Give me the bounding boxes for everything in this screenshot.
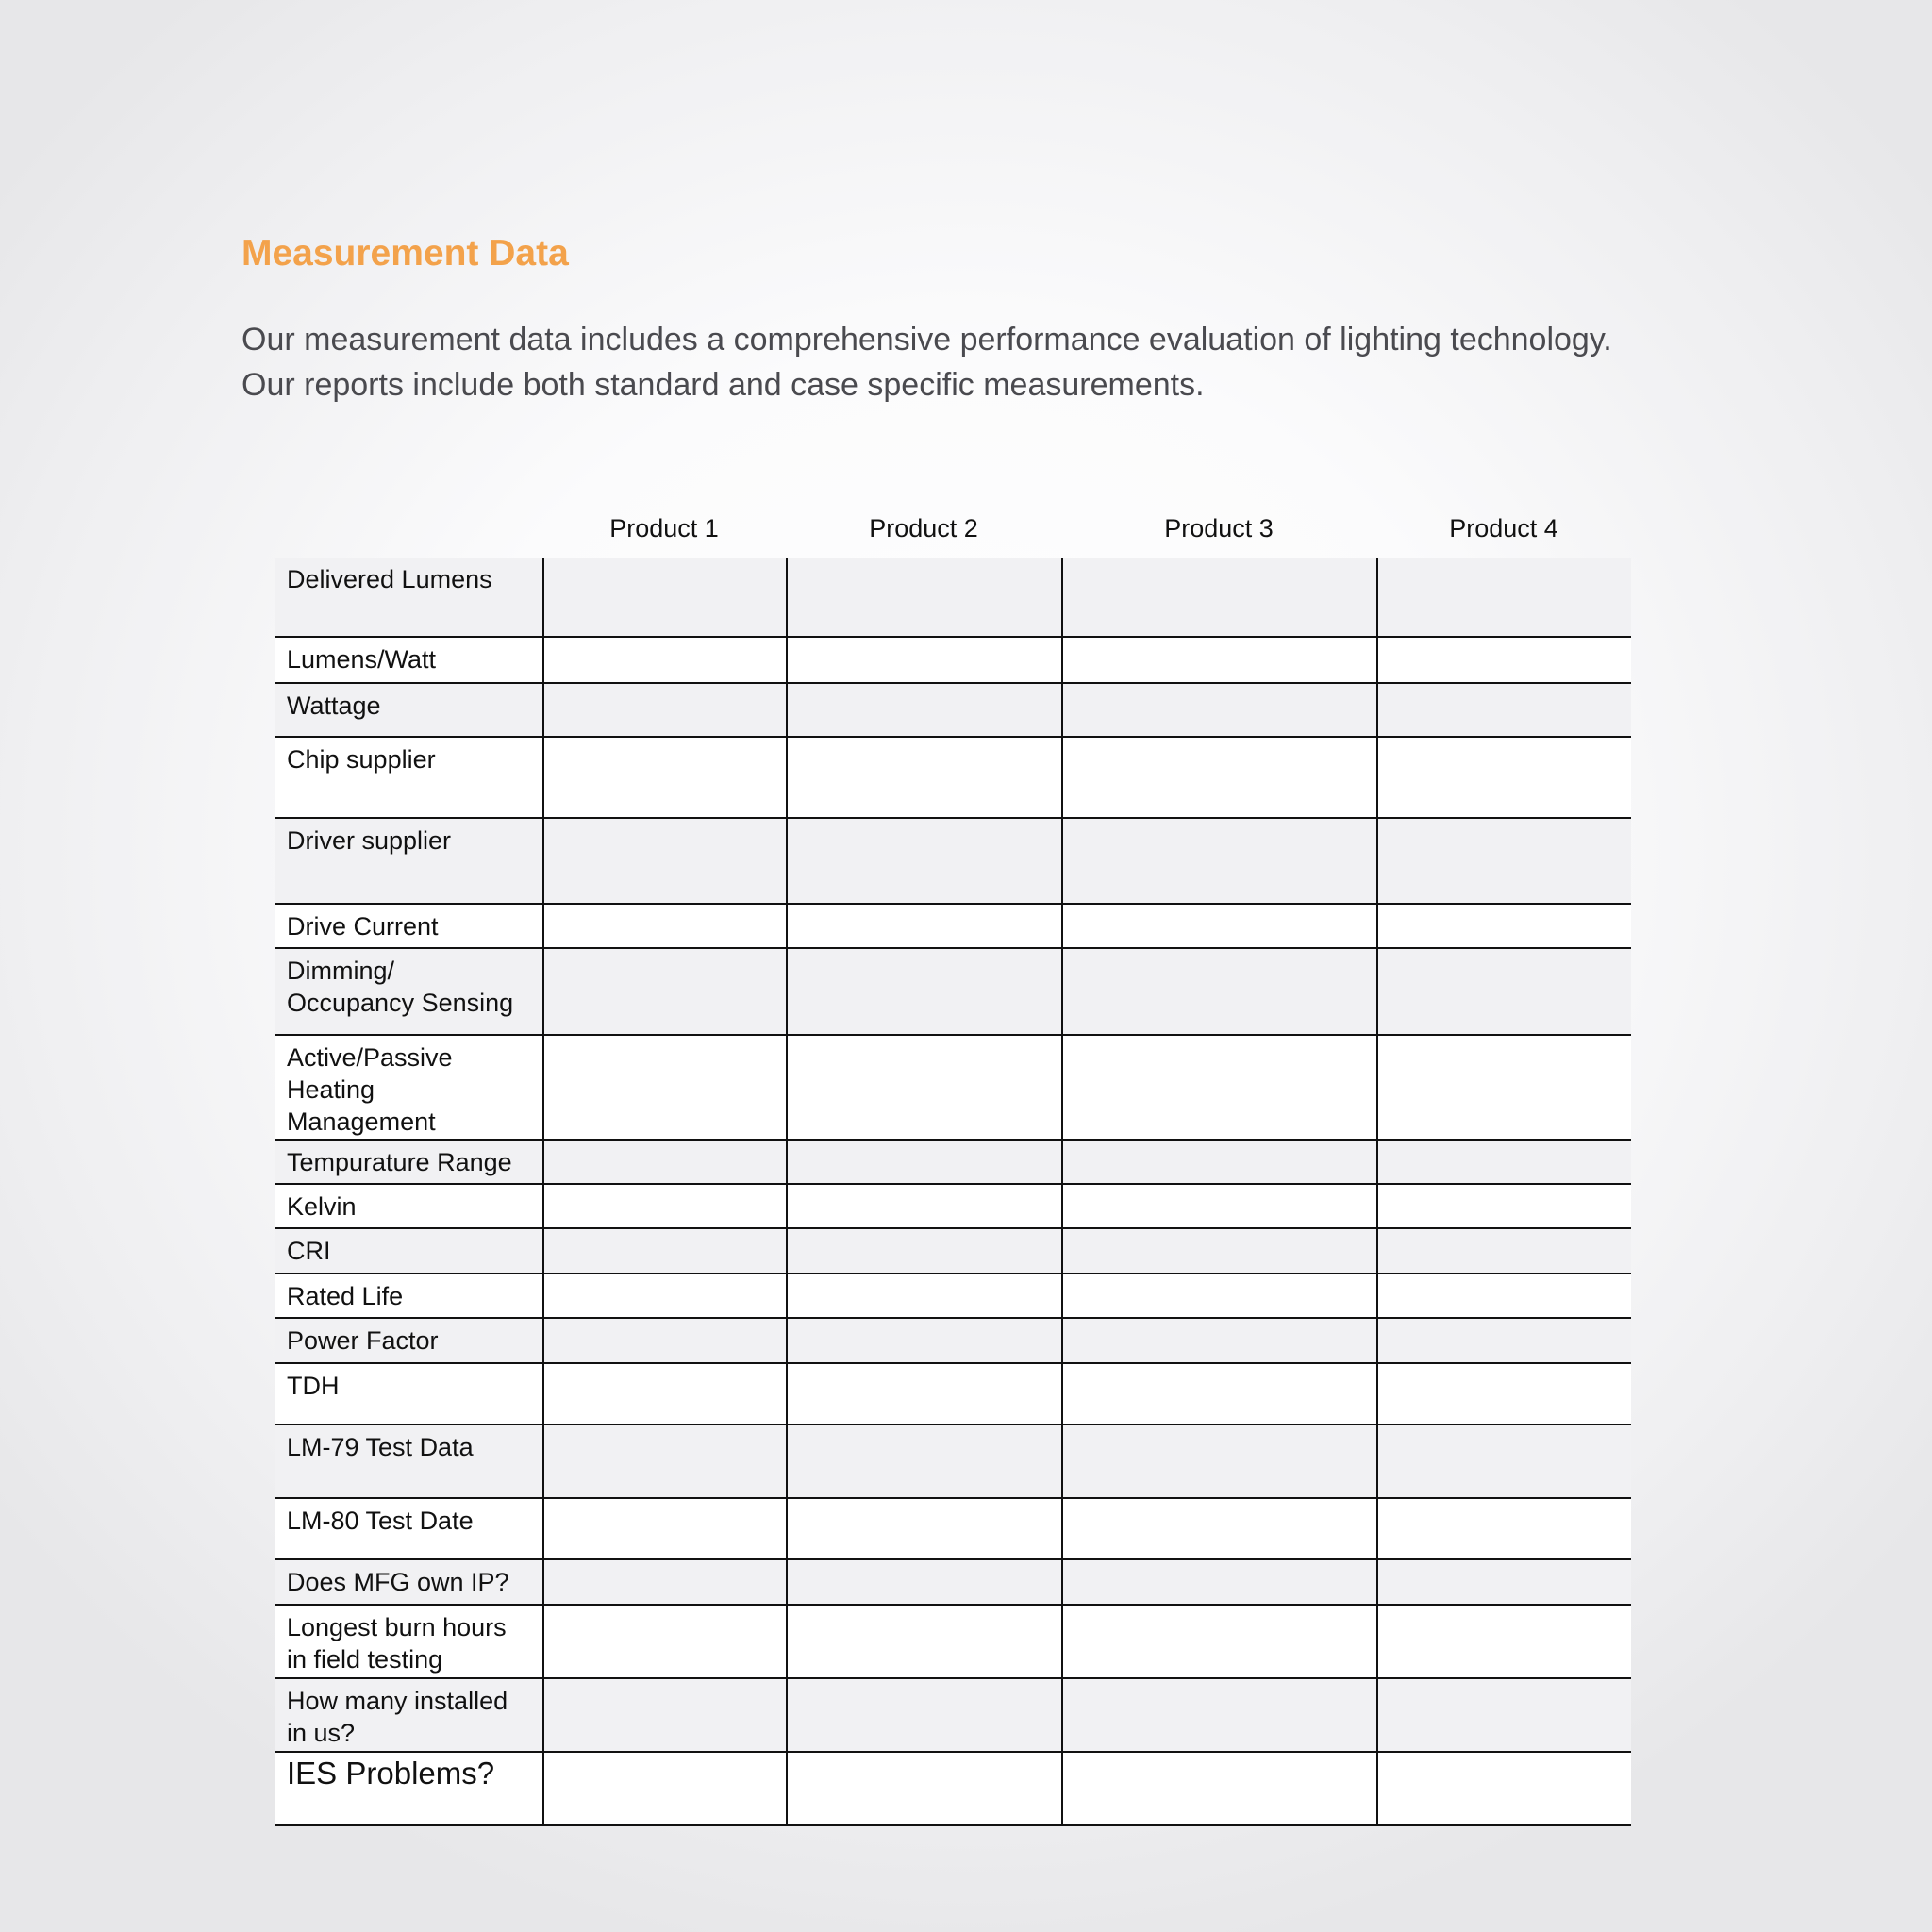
column-header-product-2: Product 2 xyxy=(869,514,978,542)
row-label: Dimming/ Occupancy Sensing xyxy=(287,957,514,1017)
empty-cell-product-1 xyxy=(542,1036,786,1139)
empty-cell-product-3 xyxy=(1061,1185,1376,1227)
row-label: TDH xyxy=(287,1372,340,1400)
empty-cell-product-1 xyxy=(542,1141,786,1183)
empty-cell-product-3 xyxy=(1061,1425,1376,1497)
table-row xyxy=(275,1679,1631,1753)
empty-cell-product-1 xyxy=(542,1319,786,1362)
empty-cell-product-2 xyxy=(786,1141,1061,1183)
empty-cell-product-2 xyxy=(786,684,1061,736)
empty-cell-product-4 xyxy=(1376,905,1631,947)
empty-cell-product-2 xyxy=(786,1560,1061,1604)
empty-cell-product-4 xyxy=(1376,1499,1631,1558)
empty-cell-product-3 xyxy=(1061,1319,1376,1362)
empty-cell-product-3 xyxy=(1061,1364,1376,1424)
row-label: Tempurature Range xyxy=(287,1148,512,1176)
table-row xyxy=(275,638,1631,684)
empty-cell-product-2 xyxy=(786,638,1061,682)
empty-cell-product-2 xyxy=(786,905,1061,947)
table-row xyxy=(275,1229,1631,1274)
table-row xyxy=(275,1364,1631,1425)
empty-cell-product-4 xyxy=(1376,638,1631,682)
empty-cell-product-2 xyxy=(786,1499,1061,1558)
empty-cell-product-2 xyxy=(786,819,1061,903)
table-row xyxy=(275,1499,1631,1560)
column-header-product-4: Product 4 xyxy=(1449,514,1558,542)
table-row xyxy=(275,1560,1631,1606)
empty-cell-product-2 xyxy=(786,1319,1061,1362)
empty-cell-product-2 xyxy=(786,1679,1061,1751)
empty-cell-product-1 xyxy=(542,949,786,1034)
empty-cell-product-4 xyxy=(1376,1185,1631,1227)
intro-paragraph: Our measurement data includes a comprehensive performance evaluation of lighting technology. Our reports include both standard and case specific measurements. xyxy=(242,322,1612,403)
row-label: Does MFG own IP? xyxy=(287,1568,509,1596)
empty-cell-product-4 xyxy=(1376,819,1631,903)
empty-cell-product-3 xyxy=(1061,949,1376,1034)
empty-cell-product-1 xyxy=(542,1229,786,1273)
row-label: Kelvin xyxy=(287,1192,357,1221)
empty-cell-product-1 xyxy=(542,1185,786,1227)
table-row xyxy=(275,1425,1631,1499)
empty-cell-product-3 xyxy=(1061,738,1376,817)
empty-cell-product-3 xyxy=(1061,1606,1376,1677)
empty-cell-product-4 xyxy=(1376,738,1631,817)
empty-cell-product-3 xyxy=(1061,1274,1376,1317)
empty-cell-product-2 xyxy=(786,949,1061,1034)
empty-cell-product-4 xyxy=(1376,1753,1631,1824)
empty-cell-product-2 xyxy=(786,1753,1061,1824)
empty-cell-product-2 xyxy=(786,1036,1061,1139)
table-row xyxy=(275,558,1631,638)
empty-cell-product-3 xyxy=(1061,638,1376,682)
empty-cell-product-2 xyxy=(786,1229,1061,1273)
empty-cell-product-1 xyxy=(542,684,786,736)
empty-cell-product-2 xyxy=(786,558,1061,636)
empty-cell-product-4 xyxy=(1376,1319,1631,1362)
row-label: Chip supplier xyxy=(287,745,436,774)
row-label: Driver supplier xyxy=(287,826,452,855)
table-row xyxy=(275,1753,1631,1826)
empty-cell-product-1 xyxy=(542,1679,786,1751)
table-row xyxy=(275,905,1631,949)
table-row xyxy=(275,738,1631,819)
row-label: Drive Current xyxy=(287,912,439,941)
empty-cell-product-3 xyxy=(1061,1679,1376,1751)
empty-cell-product-4 xyxy=(1376,1036,1631,1139)
empty-cell-product-1 xyxy=(542,1364,786,1424)
row-label: Lumens/Watt xyxy=(287,645,437,674)
empty-cell-product-1 xyxy=(542,1425,786,1497)
row-label: Rated Life xyxy=(287,1282,404,1310)
empty-cell-product-1 xyxy=(542,1606,786,1677)
table-row xyxy=(275,1185,1631,1229)
empty-cell-product-4 xyxy=(1376,1679,1631,1751)
empty-cell-product-1 xyxy=(542,905,786,947)
empty-cell-product-3 xyxy=(1061,1499,1376,1558)
empty-cell-product-3 xyxy=(1061,1560,1376,1604)
row-label: Longest burn hours in field testing xyxy=(287,1613,507,1674)
empty-cell-product-3 xyxy=(1061,684,1376,736)
row-label: How many installed in us? xyxy=(287,1687,508,1747)
empty-cell-product-3 xyxy=(1061,558,1376,636)
empty-cell-product-2 xyxy=(786,1274,1061,1317)
empty-cell-product-4 xyxy=(1376,684,1631,736)
table-row xyxy=(275,819,1631,905)
table-row xyxy=(275,684,1631,738)
row-label: CRI xyxy=(287,1237,331,1265)
empty-cell-product-4 xyxy=(1376,558,1631,636)
table-row xyxy=(275,949,1631,1036)
empty-cell-product-4 xyxy=(1376,1606,1631,1677)
empty-cell-product-2 xyxy=(786,1185,1061,1227)
empty-cell-product-1 xyxy=(542,1499,786,1558)
row-label: Power Factor xyxy=(287,1326,439,1355)
empty-cell-product-1 xyxy=(542,1753,786,1824)
empty-cell-product-4 xyxy=(1376,1560,1631,1604)
empty-cell-product-1 xyxy=(542,819,786,903)
table-row xyxy=(275,1606,1631,1679)
table-row xyxy=(275,1036,1631,1141)
empty-cell-product-4 xyxy=(1376,1229,1631,1273)
page-title: Measurement Data xyxy=(242,233,569,274)
row-label: LM-80 Test Date xyxy=(287,1507,474,1535)
empty-cell-product-1 xyxy=(542,638,786,682)
empty-cell-product-4 xyxy=(1376,949,1631,1034)
empty-cell-product-3 xyxy=(1061,1753,1376,1824)
empty-cell-product-4 xyxy=(1376,1364,1631,1424)
empty-cell-product-4 xyxy=(1376,1141,1631,1183)
empty-cell-product-3 xyxy=(1061,905,1376,947)
empty-cell-product-1 xyxy=(542,558,786,636)
table-row xyxy=(275,1274,1631,1319)
empty-cell-product-3 xyxy=(1061,1141,1376,1183)
empty-cell-product-3 xyxy=(1061,1036,1376,1139)
empty-cell-product-2 xyxy=(786,1606,1061,1677)
row-label: Active/Passive Heating Management xyxy=(287,1043,453,1136)
empty-cell-product-1 xyxy=(542,1274,786,1317)
row-label: LM-79 Test Data xyxy=(287,1433,474,1461)
empty-cell-product-4 xyxy=(1376,1274,1631,1317)
empty-cell-product-1 xyxy=(542,738,786,817)
column-header-product-3: Product 3 xyxy=(1164,514,1274,542)
empty-cell-product-2 xyxy=(786,738,1061,817)
empty-cell-product-1 xyxy=(542,1560,786,1604)
column-header-product-1: Product 1 xyxy=(609,514,719,542)
table-row xyxy=(275,1319,1631,1364)
row-label: Delivered Lumens xyxy=(287,565,492,593)
empty-cell-product-3 xyxy=(1061,1229,1376,1273)
empty-cell-product-2 xyxy=(786,1364,1061,1424)
empty-cell-product-4 xyxy=(1376,1425,1631,1497)
empty-cell-product-3 xyxy=(1061,819,1376,903)
row-label: IES Problems? xyxy=(287,1756,495,1790)
row-label: Wattage xyxy=(287,691,381,720)
table-row xyxy=(275,1141,1631,1185)
measurement-table xyxy=(275,558,1631,1826)
empty-cell-product-2 xyxy=(786,1425,1061,1497)
